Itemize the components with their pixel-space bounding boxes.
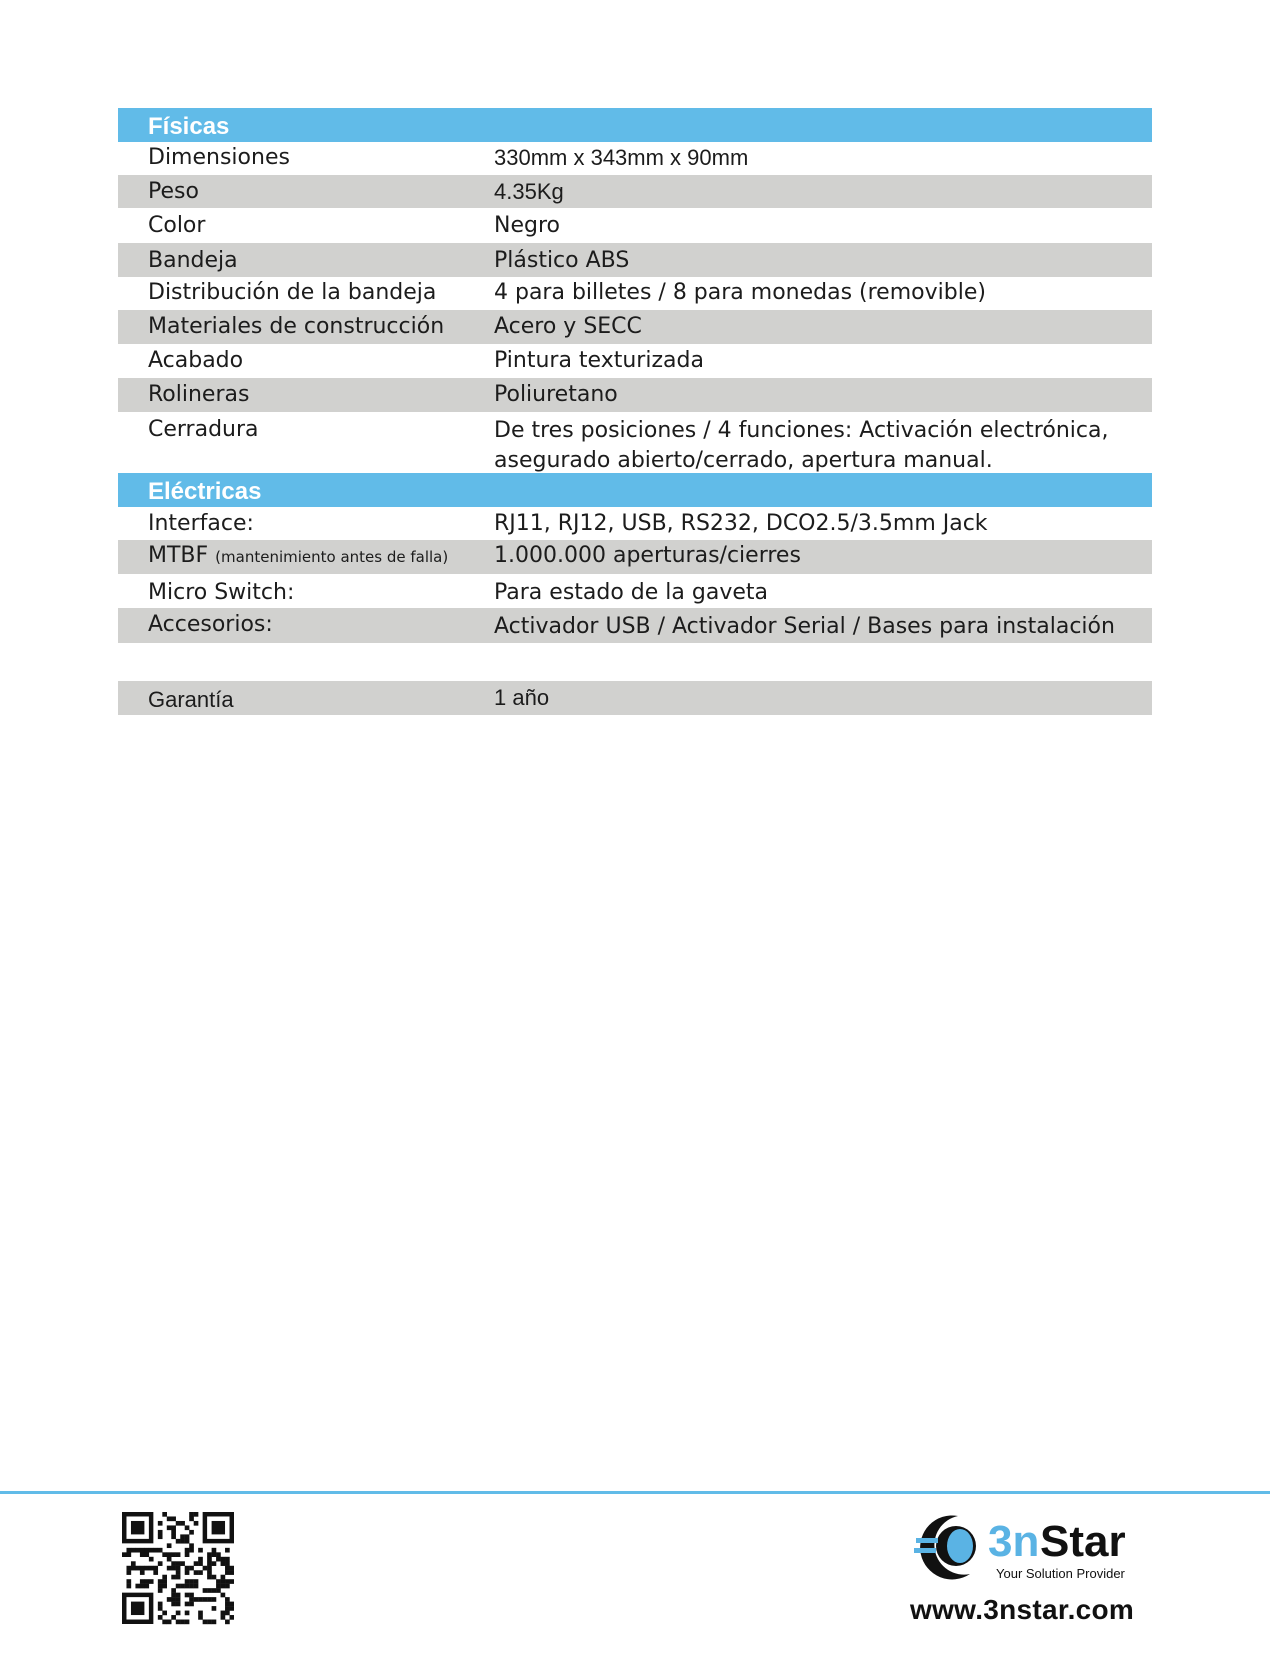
row-label: Accesorios: (148, 612, 273, 637)
website-link[interactable]: www.3nstar.com (910, 1594, 1135, 1625)
brand-prefix: 3n (988, 1517, 1040, 1566)
table-row (118, 574, 1152, 608)
table-row-garantia (118, 681, 1152, 715)
table-row (118, 208, 1152, 243)
spacer (118, 643, 1152, 681)
table-row (118, 175, 1152, 208)
row-label: Bandeja (148, 248, 238, 273)
table-row (118, 344, 1152, 378)
footer-divider (0, 1491, 1270, 1494)
row-value: Pintura texturizada (494, 348, 704, 373)
row-label: Garantía (148, 687, 234, 712)
row-value: Plástico ABS (494, 248, 630, 273)
table-row (118, 142, 1152, 175)
table-row (118, 412, 1152, 473)
brand-suffix: Star (1040, 1517, 1126, 1566)
qr-code-icon (122, 1512, 234, 1626)
row-label (148, 540, 448, 573)
table-row (118, 310, 1152, 344)
row-label: Acabado (148, 348, 244, 373)
row-value: Para estado de la gaveta (494, 580, 768, 605)
row-value: RJ11, RJ12, USB, RS232, DCO2.5/3.5mm Jack (494, 511, 988, 536)
mtbf-note: (mantenimiento antes de falla) (215, 548, 449, 566)
brand-logo (906, 1508, 1154, 1584)
row-value (494, 416, 1108, 476)
row-value: Activador USB / Activador Serial / Bases para instalación (494, 614, 1115, 639)
row-value-line: De tres posiciones / 4 funciones: Activación electrónica, (494, 418, 1109, 443)
row-value: 330mm x 343mm x 90mm (494, 145, 749, 170)
table-row (118, 378, 1152, 412)
row-label: Interface: (148, 511, 254, 536)
row-label: Color (148, 213, 206, 238)
row-label: Distribución de la bandeja (148, 280, 437, 305)
spec-table (118, 108, 1152, 715)
row-value: Poliuretano (494, 382, 618, 407)
mtbf-label: MTBF (148, 543, 209, 568)
row-label: Peso (148, 179, 199, 204)
row-value: 4.35Kg (494, 179, 564, 204)
row-value: 4 para billetes / 8 para monedas (removible) (494, 280, 986, 305)
table-row (118, 277, 1152, 310)
row-value-line: asegurado abierto/cerrado, apertura manual. (494, 448, 993, 473)
table-row (118, 507, 1152, 540)
row-label: Cerradura (148, 417, 259, 442)
row-value: Acero y SECC (494, 314, 642, 339)
row-value: 1 año (494, 685, 550, 710)
section-header-electricas: Eléctricas (118, 473, 1152, 507)
brand-tagline: Your Solution Provider (996, 1566, 1125, 1581)
row-value: 1.000.000 aperturas/cierres (494, 543, 801, 568)
row-label: Micro Switch: (148, 580, 295, 605)
row-label: Dimensiones (148, 145, 290, 170)
table-row (118, 608, 1152, 643)
table-row (118, 540, 1152, 574)
row-label: Rolineras (148, 382, 250, 407)
section-header-fisicas: Físicas (118, 108, 1152, 142)
row-label: Materiales de construcción (148, 314, 445, 339)
table-row (118, 243, 1152, 277)
row-value: Negro (494, 213, 560, 238)
